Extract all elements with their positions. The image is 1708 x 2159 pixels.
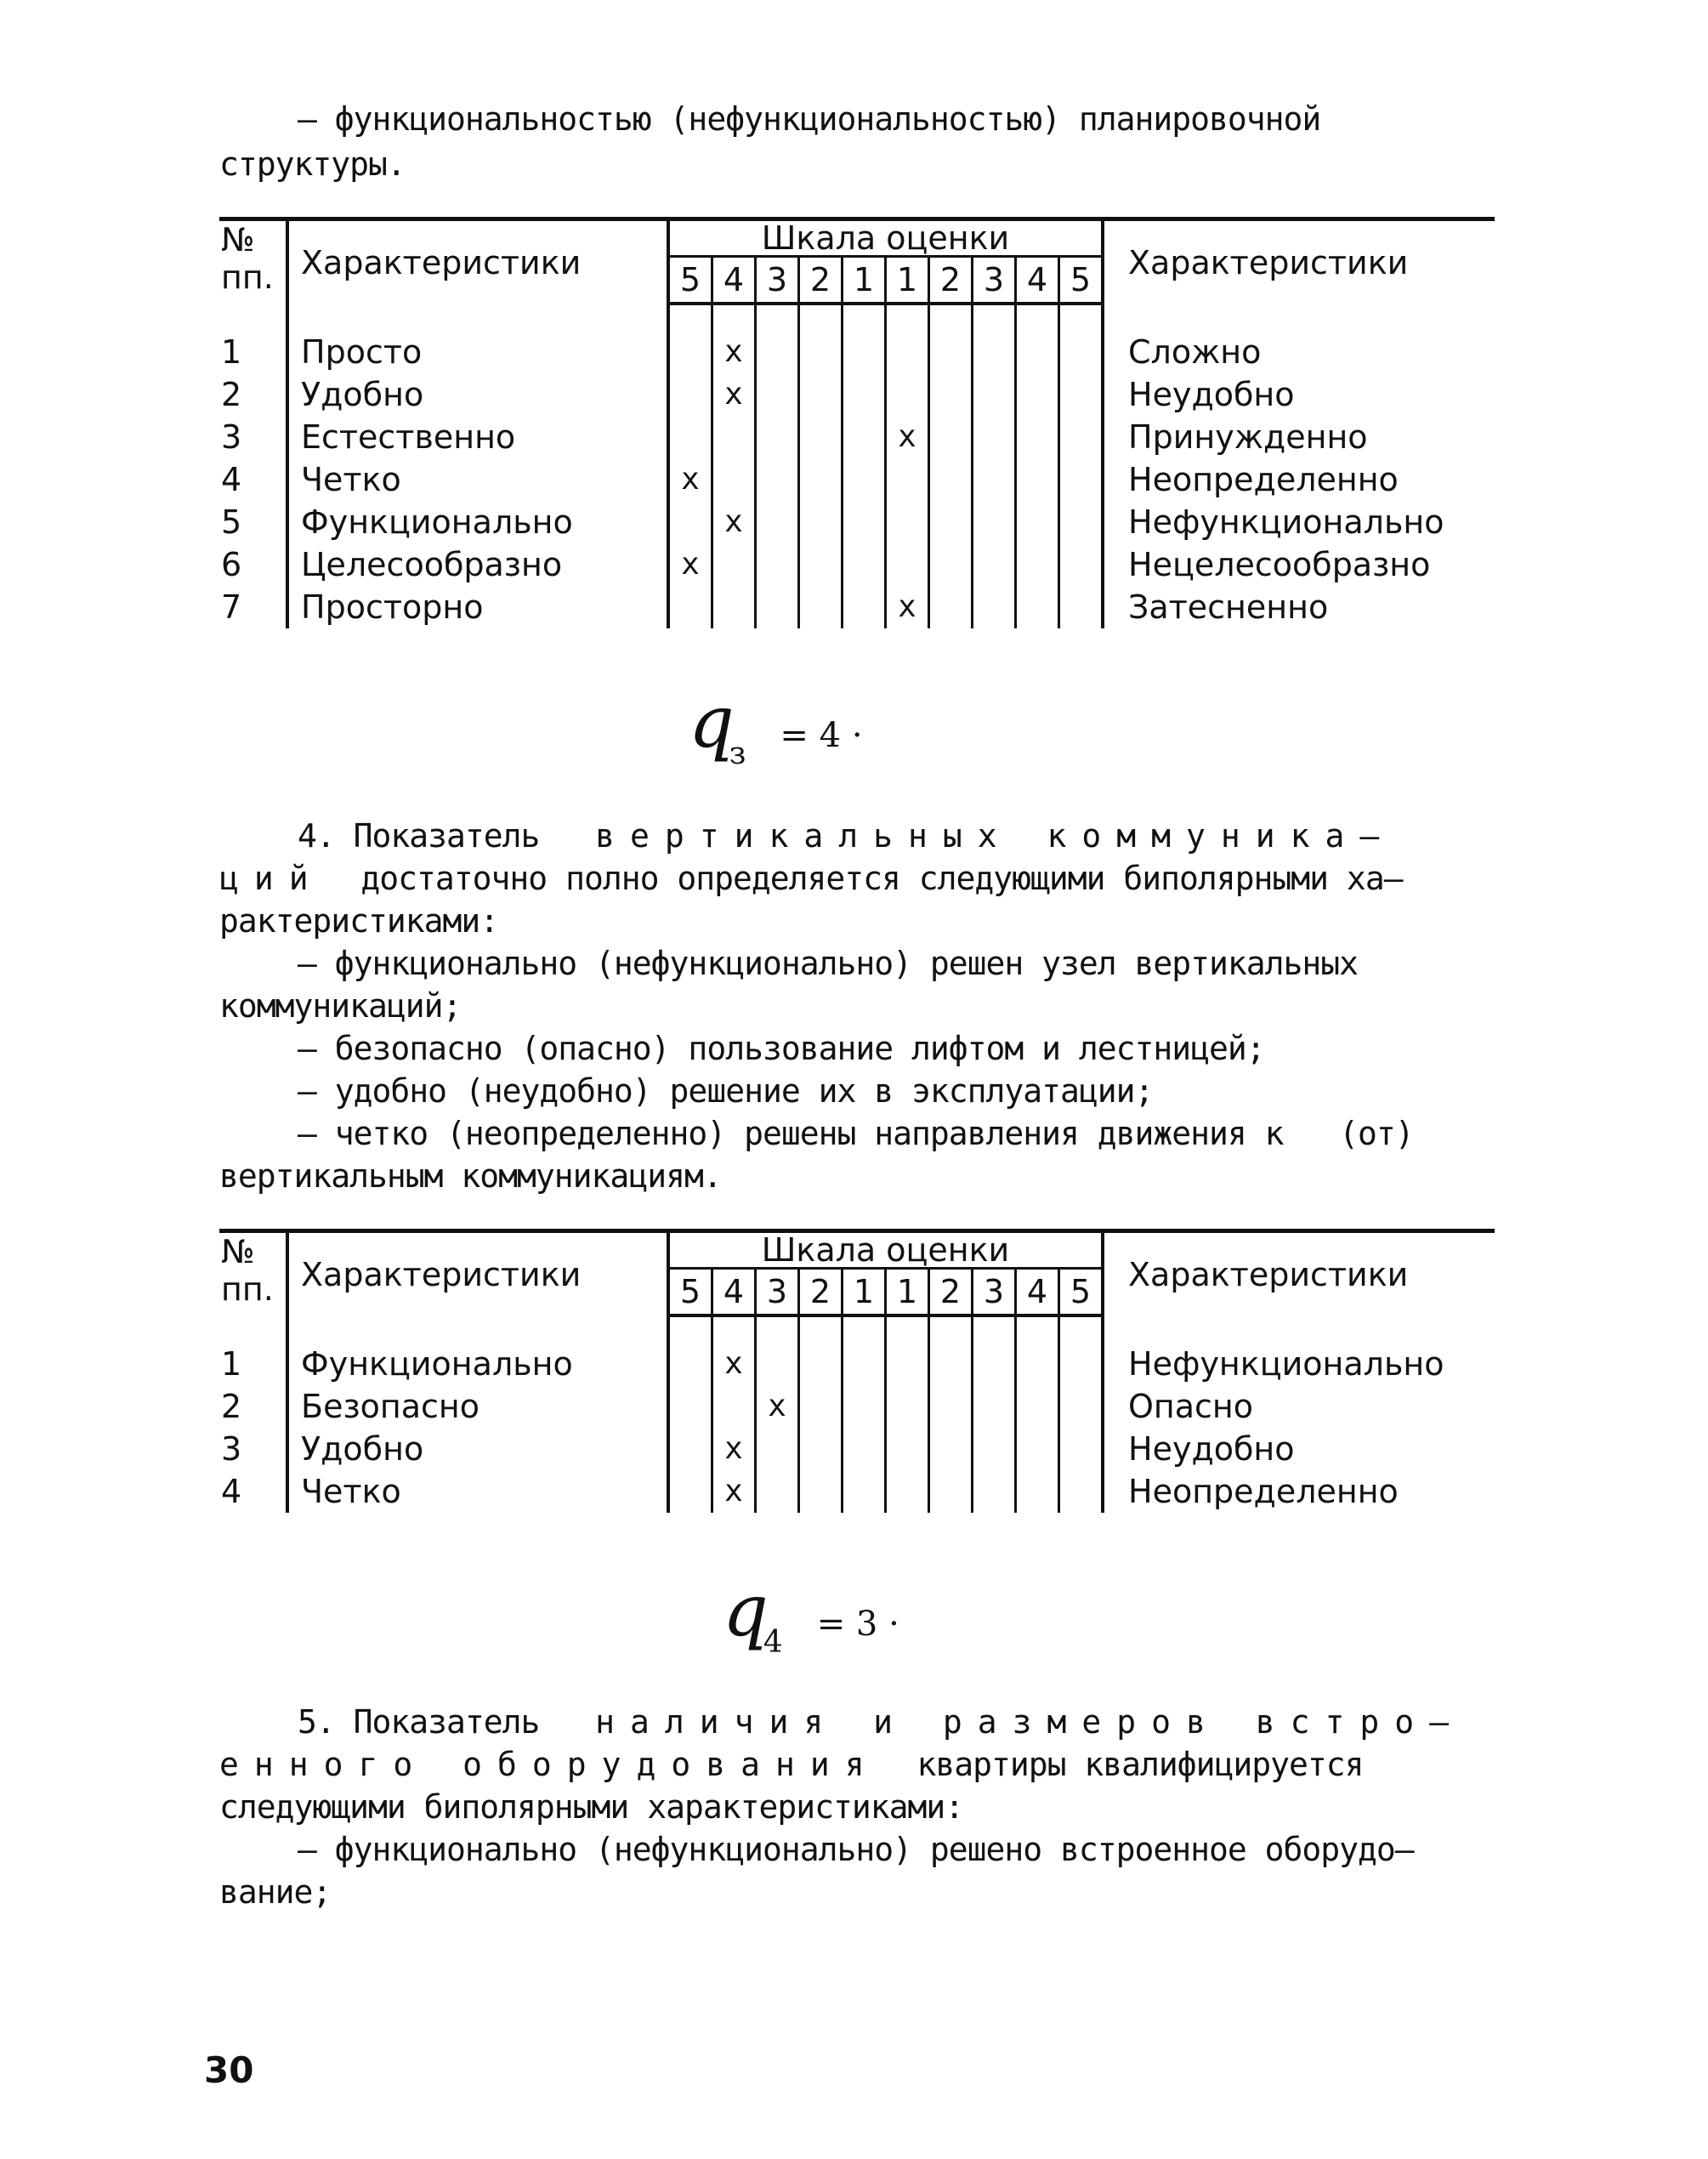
score-mark bbox=[1016, 543, 1059, 586]
formula-q3-value: = 4 · bbox=[780, 716, 863, 755]
section4-bullet-2: – безопасно (опасно) пользование лифтом и лестницей; bbox=[298, 1030, 1265, 1067]
score-mark bbox=[668, 1470, 712, 1513]
score-mark bbox=[929, 1428, 973, 1470]
scale-number: 3 bbox=[756, 1269, 799, 1316]
score-mark bbox=[756, 543, 799, 586]
score-mark bbox=[1016, 586, 1059, 628]
section4-bullet-4-line-2: вертикальным коммуникациям. bbox=[219, 1157, 722, 1195]
score-mark bbox=[929, 586, 973, 628]
score-mark bbox=[886, 501, 929, 543]
header-characteristics-left: Характеристики bbox=[301, 1255, 582, 1293]
score-mark bbox=[799, 543, 843, 586]
section5-line-2: енного оборудования квартиры квалифицируется bbox=[219, 1746, 1364, 1783]
score-mark bbox=[668, 373, 712, 416]
row-number: 3 bbox=[219, 1428, 287, 1470]
score-mark bbox=[1016, 416, 1059, 458]
score-mark: x bbox=[712, 1470, 756, 1513]
score-mark bbox=[973, 331, 1016, 373]
header-characteristics-right: Характеристики bbox=[1128, 1255, 1409, 1293]
score-mark bbox=[756, 331, 799, 373]
scale-number: 2 bbox=[799, 257, 843, 304]
score-mark bbox=[929, 543, 973, 586]
score-mark bbox=[929, 501, 973, 543]
characteristic-right: Сложно bbox=[1128, 333, 1262, 371]
scale-number: 4 bbox=[712, 257, 756, 304]
characteristic-left: Безопасно bbox=[287, 1385, 668, 1428]
score-mark bbox=[1016, 331, 1059, 373]
formula-q4-value: = 3 · bbox=[816, 1605, 899, 1644]
score-mark bbox=[843, 586, 886, 628]
row-number: 6 bbox=[219, 543, 287, 586]
characteristic-right: Нефункционально bbox=[1128, 503, 1444, 541]
intro-line-2: структуры. bbox=[219, 145, 406, 183]
score-mark bbox=[843, 331, 886, 373]
score-mark bbox=[756, 373, 799, 416]
score-mark bbox=[799, 331, 843, 373]
score-mark bbox=[1059, 416, 1104, 458]
score-mark bbox=[843, 1385, 886, 1428]
formula-q4 bbox=[723, 1569, 899, 1660]
characteristic-left: Функционально bbox=[287, 501, 668, 543]
score-mark bbox=[973, 373, 1016, 416]
row-number: 2 bbox=[219, 373, 287, 416]
row-number: 7 bbox=[219, 586, 287, 628]
score-mark: x bbox=[668, 543, 712, 586]
score-mark bbox=[1016, 1470, 1059, 1513]
scale-number: 3 bbox=[973, 257, 1016, 304]
table-row bbox=[219, 1428, 1495, 1470]
score-mark bbox=[973, 458, 1016, 501]
score-mark bbox=[668, 1385, 712, 1428]
score-mark bbox=[799, 1470, 843, 1513]
table-row bbox=[219, 331, 1495, 373]
score-mark bbox=[886, 1343, 929, 1385]
scale-number: 1 bbox=[843, 1269, 886, 1316]
score-mark bbox=[929, 1470, 973, 1513]
characteristic-right: Нефункционально bbox=[1128, 1345, 1444, 1383]
score-mark bbox=[1016, 1385, 1059, 1428]
formula-q3-symbol: q bbox=[689, 680, 735, 764]
score-mark: x bbox=[712, 373, 756, 416]
header-scale-title: Шкала оценки bbox=[668, 219, 1103, 257]
score-mark bbox=[799, 1428, 843, 1470]
score-mark bbox=[1059, 586, 1104, 628]
table-row bbox=[219, 373, 1495, 416]
row-number: 1 bbox=[219, 1343, 287, 1385]
section5-bullet-1-line-2: вание; bbox=[219, 1873, 332, 1911]
score-mark bbox=[973, 1385, 1016, 1428]
section4-line-1: 4. Показатель вертикальных коммуника– bbox=[298, 817, 1395, 855]
characteristic-left: Функционально bbox=[287, 1343, 668, 1385]
score-mark bbox=[799, 373, 843, 416]
score-mark: x bbox=[712, 501, 756, 543]
characteristic-left: Четко bbox=[287, 458, 668, 501]
table-row bbox=[219, 543, 1495, 586]
scale-number: 2 bbox=[799, 1269, 843, 1316]
score-mark bbox=[929, 416, 973, 458]
score-mark bbox=[973, 586, 1016, 628]
score-mark bbox=[1059, 501, 1104, 543]
scale-number: 4 bbox=[1016, 257, 1059, 304]
score-mark: x bbox=[712, 331, 756, 373]
score-mark bbox=[886, 1428, 929, 1470]
score-mark bbox=[843, 373, 886, 416]
score-mark: x bbox=[756, 1385, 799, 1428]
score-mark bbox=[712, 586, 756, 628]
score-mark bbox=[799, 501, 843, 543]
score-mark bbox=[886, 373, 929, 416]
characteristic-right: Неопределенно bbox=[1128, 461, 1399, 498]
formula-q4-subscript: 4 bbox=[763, 1625, 783, 1660]
section5-line-1: 5. Показатель наличия и размеров встро– bbox=[298, 1703, 1465, 1741]
characteristic-right: Опасно bbox=[1128, 1388, 1254, 1425]
score-mark bbox=[1059, 1470, 1104, 1513]
score-mark bbox=[973, 1470, 1016, 1513]
formula-q4-symbol: q bbox=[723, 1569, 769, 1652]
score-mark bbox=[1059, 1428, 1104, 1470]
table-row bbox=[219, 1385, 1495, 1428]
score-mark bbox=[973, 501, 1016, 543]
row-number: 1 bbox=[219, 331, 287, 373]
characteristic-right: Затесненно bbox=[1128, 588, 1329, 626]
characteristic-left: Удобно bbox=[287, 1428, 668, 1470]
score-mark bbox=[929, 1343, 973, 1385]
rating-table-3 bbox=[219, 217, 1495, 628]
table-row bbox=[219, 1470, 1495, 1513]
score-mark bbox=[668, 416, 712, 458]
score-mark bbox=[929, 373, 973, 416]
section4-bullet-3: – удобно (неудобно) решение их в эксплуатации; bbox=[298, 1072, 1154, 1110]
characteristic-right: Неопределенно bbox=[1128, 1473, 1399, 1510]
characteristic-right: Нецелесообразно bbox=[1128, 546, 1431, 583]
score-mark bbox=[799, 586, 843, 628]
section4-line-3: рактеристиками: bbox=[219, 902, 499, 940]
scale-number: 3 bbox=[756, 257, 799, 304]
header-num: № пп. bbox=[219, 219, 287, 304]
score-mark bbox=[843, 1470, 886, 1513]
header-characteristics-right: Характеристики bbox=[1128, 243, 1409, 281]
score-mark bbox=[668, 586, 712, 628]
score-mark bbox=[886, 543, 929, 586]
score-mark: x bbox=[886, 416, 929, 458]
formula-q3-subscript: з bbox=[729, 736, 746, 771]
scale-number: 1 bbox=[886, 257, 929, 304]
score-mark bbox=[799, 1385, 843, 1428]
scale-number: 5 bbox=[668, 257, 712, 304]
characteristic-left: Естественно bbox=[287, 416, 668, 458]
row-number: 5 bbox=[219, 501, 287, 543]
header-scale-title: Шкала оценки bbox=[668, 1231, 1103, 1269]
score-mark bbox=[799, 416, 843, 458]
scale-number: 4 bbox=[1016, 1269, 1059, 1316]
scale-number: 5 bbox=[1059, 257, 1104, 304]
section5-bullet-1-line-1: – функционально (нефункционально) решено встроенное оборудо– bbox=[298, 1831, 1414, 1868]
score-mark bbox=[756, 458, 799, 501]
score-mark bbox=[756, 586, 799, 628]
table-row bbox=[219, 501, 1495, 543]
section5-line-3: следующими биполярными характеристиками: bbox=[219, 1788, 964, 1826]
score-mark bbox=[886, 331, 929, 373]
score-mark bbox=[929, 1385, 973, 1428]
score-mark bbox=[1016, 1428, 1059, 1470]
table-row bbox=[219, 1343, 1495, 1385]
score-mark bbox=[886, 1385, 929, 1428]
score-mark: x bbox=[712, 1343, 756, 1385]
table-row bbox=[219, 416, 1495, 458]
characteristic-right: Неудобно bbox=[1128, 1430, 1295, 1468]
score-mark: x bbox=[886, 586, 929, 628]
score-mark bbox=[973, 543, 1016, 586]
table-row bbox=[219, 586, 1495, 628]
score-mark bbox=[973, 1343, 1016, 1385]
characteristic-right: Принужденно bbox=[1128, 418, 1368, 456]
row-number: 4 bbox=[219, 1470, 287, 1513]
score-mark bbox=[668, 501, 712, 543]
characteristic-left: Четко bbox=[287, 1470, 668, 1513]
score-mark bbox=[1059, 543, 1104, 586]
score-mark bbox=[1016, 501, 1059, 543]
score-mark: x bbox=[668, 458, 712, 501]
scale-number: 2 bbox=[929, 1269, 973, 1316]
characteristic-left: Просто bbox=[287, 331, 668, 373]
scale-number: 1 bbox=[843, 257, 886, 304]
row-number: 3 bbox=[219, 416, 287, 458]
scale-number: 1 bbox=[886, 1269, 929, 1316]
score-mark bbox=[843, 1428, 886, 1470]
row-number: 4 bbox=[219, 458, 287, 501]
score-mark bbox=[843, 416, 886, 458]
section4-bullet-1-line-2: коммуникаций; bbox=[219, 987, 462, 1025]
characteristic-left: Удобно bbox=[287, 373, 668, 416]
score-mark bbox=[712, 1385, 756, 1428]
score-mark: x bbox=[712, 1428, 756, 1470]
score-mark bbox=[712, 458, 756, 501]
score-mark bbox=[668, 1343, 712, 1385]
score-mark bbox=[929, 331, 973, 373]
characteristic-left: Просторно bbox=[287, 586, 668, 628]
score-mark bbox=[1016, 458, 1059, 501]
score-mark bbox=[799, 1343, 843, 1385]
scale-number: 3 bbox=[973, 1269, 1016, 1316]
header-num: № пп. bbox=[219, 1231, 287, 1316]
section4-bullet-4-line-1: – четко (неопределенно) решены направления движения к (от) bbox=[298, 1115, 1414, 1152]
score-mark bbox=[756, 1428, 799, 1470]
characteristic-left: Целесообразно bbox=[287, 543, 668, 586]
score-mark bbox=[1059, 1385, 1104, 1428]
rating-table-4 bbox=[219, 1229, 1495, 1513]
table-row bbox=[219, 458, 1495, 501]
scale-number: 4 bbox=[712, 1269, 756, 1316]
score-mark bbox=[1059, 373, 1104, 416]
score-mark bbox=[756, 416, 799, 458]
score-mark bbox=[886, 458, 929, 501]
characteristic-right: Неудобно bbox=[1128, 376, 1295, 413]
score-mark bbox=[886, 1470, 929, 1513]
row-number: 2 bbox=[219, 1385, 287, 1428]
score-mark bbox=[1016, 1343, 1059, 1385]
page-number: 30 bbox=[204, 2049, 254, 2091]
score-mark bbox=[1016, 373, 1059, 416]
section4-bullet-1-line-1: – функционально (нефункционально) решен узел вертикальных bbox=[298, 945, 1359, 982]
score-mark bbox=[843, 1343, 886, 1385]
score-mark bbox=[712, 543, 756, 586]
score-mark bbox=[668, 1428, 712, 1470]
score-mark bbox=[756, 1343, 799, 1385]
score-mark bbox=[973, 1428, 1016, 1470]
score-mark bbox=[712, 416, 756, 458]
score-mark bbox=[1059, 458, 1104, 501]
score-mark bbox=[756, 501, 799, 543]
score-mark bbox=[668, 331, 712, 373]
score-mark bbox=[843, 501, 886, 543]
header-characteristics-left: Характеристики bbox=[301, 243, 582, 281]
formula-q3 bbox=[689, 680, 863, 771]
score-mark bbox=[843, 458, 886, 501]
score-mark bbox=[929, 458, 973, 501]
scale-number: 2 bbox=[929, 257, 973, 304]
scale-number: 5 bbox=[668, 1269, 712, 1316]
section4-line-2: ций достаточно полно определяется следующими биполярными ха– bbox=[219, 860, 1403, 897]
score-mark bbox=[799, 458, 843, 501]
intro-line-1: – функциональностью (нефункциональностью) планировочной bbox=[298, 100, 1321, 138]
score-mark bbox=[756, 1470, 799, 1513]
score-mark bbox=[1059, 331, 1104, 373]
score-mark bbox=[973, 416, 1016, 458]
score-mark bbox=[843, 543, 886, 586]
score-mark bbox=[1059, 1343, 1104, 1385]
scale-number: 5 bbox=[1059, 1269, 1104, 1316]
